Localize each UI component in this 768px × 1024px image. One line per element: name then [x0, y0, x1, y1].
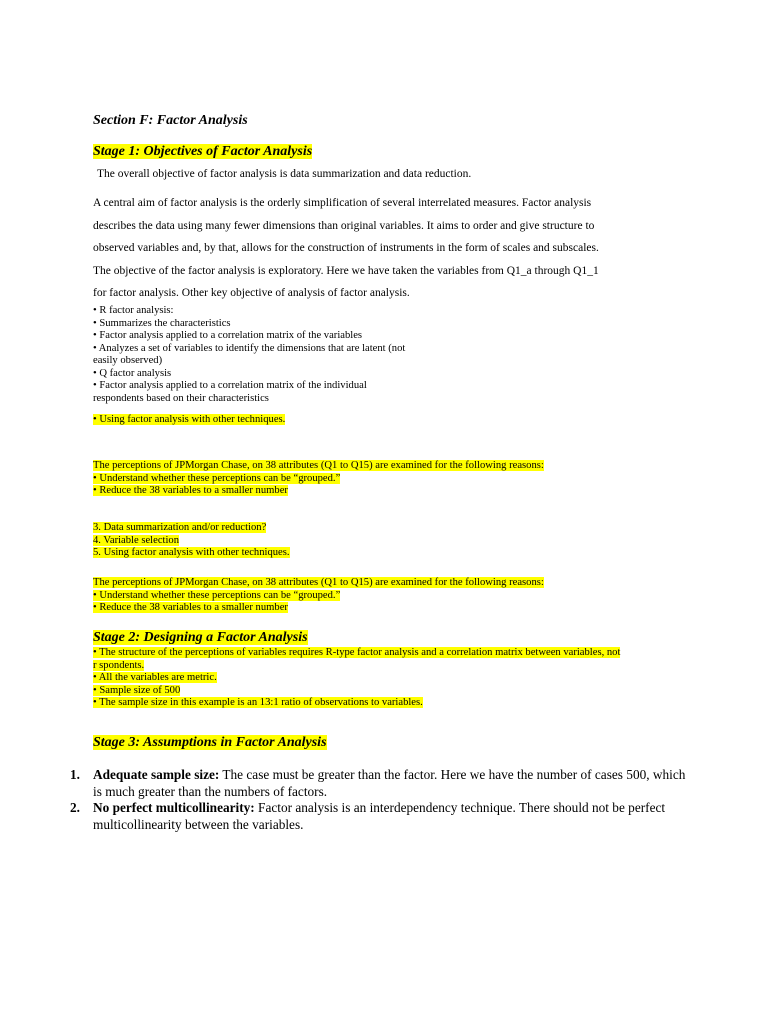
numbered-line: 3. Data summarization and/or reduction?	[93, 522, 267, 533]
stage2-line: • Sample size of 500	[93, 684, 181, 696]
factor-types-list	[93, 305, 405, 405]
assumption-number: 2.	[70, 800, 80, 815]
assumption-number: 1.	[70, 767, 80, 782]
stage1-paragraph	[93, 192, 599, 305]
highlight-bullet	[93, 414, 285, 427]
perceptions-block-1	[93, 460, 544, 498]
perceptions-block-2	[93, 577, 544, 615]
stage2-title-text: Stage 2: Designing a Factor Analysis	[93, 630, 308, 645]
stage3-title-text: Stage 3: Assumptions in Factor Analysis	[93, 735, 327, 750]
list-item: easily observed)	[93, 355, 163, 366]
assumptions-list	[70, 767, 690, 833]
paragraph-line: describes the data using many fewer dimensions than original variables. It aims to order and give structure to	[93, 219, 595, 232]
assumption-item	[70, 767, 690, 800]
stage1-intro: The overall objective of factor analysis is data summarization and data reduction.	[97, 168, 472, 180]
assumption-item	[70, 800, 690, 833]
list-item: • Factor analysis applied to a correlation matrix of the variables	[93, 330, 363, 341]
list-item: • Analyzes a set of variables to identify the dimensions that are latent (not	[93, 342, 406, 354]
stage3-title	[93, 735, 327, 751]
numbered-line: 4. Variable selection	[93, 534, 179, 546]
assumption-text: Factor analysis is an interdependency technique. There should not be perfect multicollinearity between the variables.	[93, 800, 666, 832]
numbered-block	[93, 522, 290, 560]
list-item: • Q factor analysis	[93, 367, 172, 379]
stage2-line: r spondents.	[93, 659, 145, 671]
stage2-details	[93, 647, 620, 710]
assumption-text: The case must be greater than the factor. Here we have the number of cases 500, which is much greater than the numbers of factors.	[93, 767, 686, 799]
list-item: • R factor analysis:	[93, 305, 174, 316]
list-item: • Factor analysis applied to a correlation matrix of the individual	[93, 380, 367, 391]
paragraph-line: The objective of the factor analysis is exploratory. Here we have taken the variables from Q1_a through Q1_1	[93, 264, 599, 277]
list-item: • Summarizes the characteristics	[93, 317, 231, 329]
stage2-line: • The sample size in this example is an 13:1 ratio of observations to variables.	[93, 697, 423, 708]
perceptions-line: • Reduce the 38 variables to a smaller number	[93, 485, 288, 496]
assumption-lead: Adequate sample size:	[93, 767, 220, 782]
numbered-line: 5. Using factor analysis with other techniques.	[93, 547, 290, 558]
list-item: respondents based on their characteristics	[93, 392, 269, 404]
paragraph-line: A central aim of factor analysis is the orderly simplification of several interrelated measures. Factor analysis	[93, 197, 592, 209]
stage2-title	[93, 630, 308, 646]
stage1-title	[93, 144, 312, 160]
stage2-line: • All the variables are metric.	[93, 672, 217, 683]
section-title: Section F: Factor Analysis	[93, 113, 248, 128]
perceptions-line: • Reduce the 38 variables to a smaller number	[93, 602, 288, 613]
perceptions-line: The perceptions of JPMorgan Chase, on 38 attributes (Q1 to Q15) are examined for the following reasons:	[93, 577, 544, 588]
perceptions-line: The perceptions of JPMorgan Chase, on 38 attributes (Q1 to Q15) are examined for the following reasons:	[93, 460, 544, 471]
paragraph-line: observed variables and, by that, allows for the construction of instruments in the form of scales and subscales.	[93, 242, 599, 255]
stage2-line: • The structure of the perceptions of variables requires R-type factor analysis and a correlation matrix between variables, not	[93, 647, 621, 658]
stage1-title-text: Stage 1: Objectives of Factor Analysis	[93, 144, 313, 159]
highlight-bullet-text: • Using factor analysis with other techniques.	[93, 414, 286, 425]
assumption-lead: No perfect multicollinearity:	[93, 800, 255, 815]
perceptions-line: • Understand whether these perceptions can be “grouped.”	[93, 589, 341, 601]
paragraph-line: for factor analysis. Other key objective of analysis of factor analysis.	[93, 287, 410, 300]
perceptions-line: • Understand whether these perceptions can be “grouped.”	[93, 472, 341, 484]
